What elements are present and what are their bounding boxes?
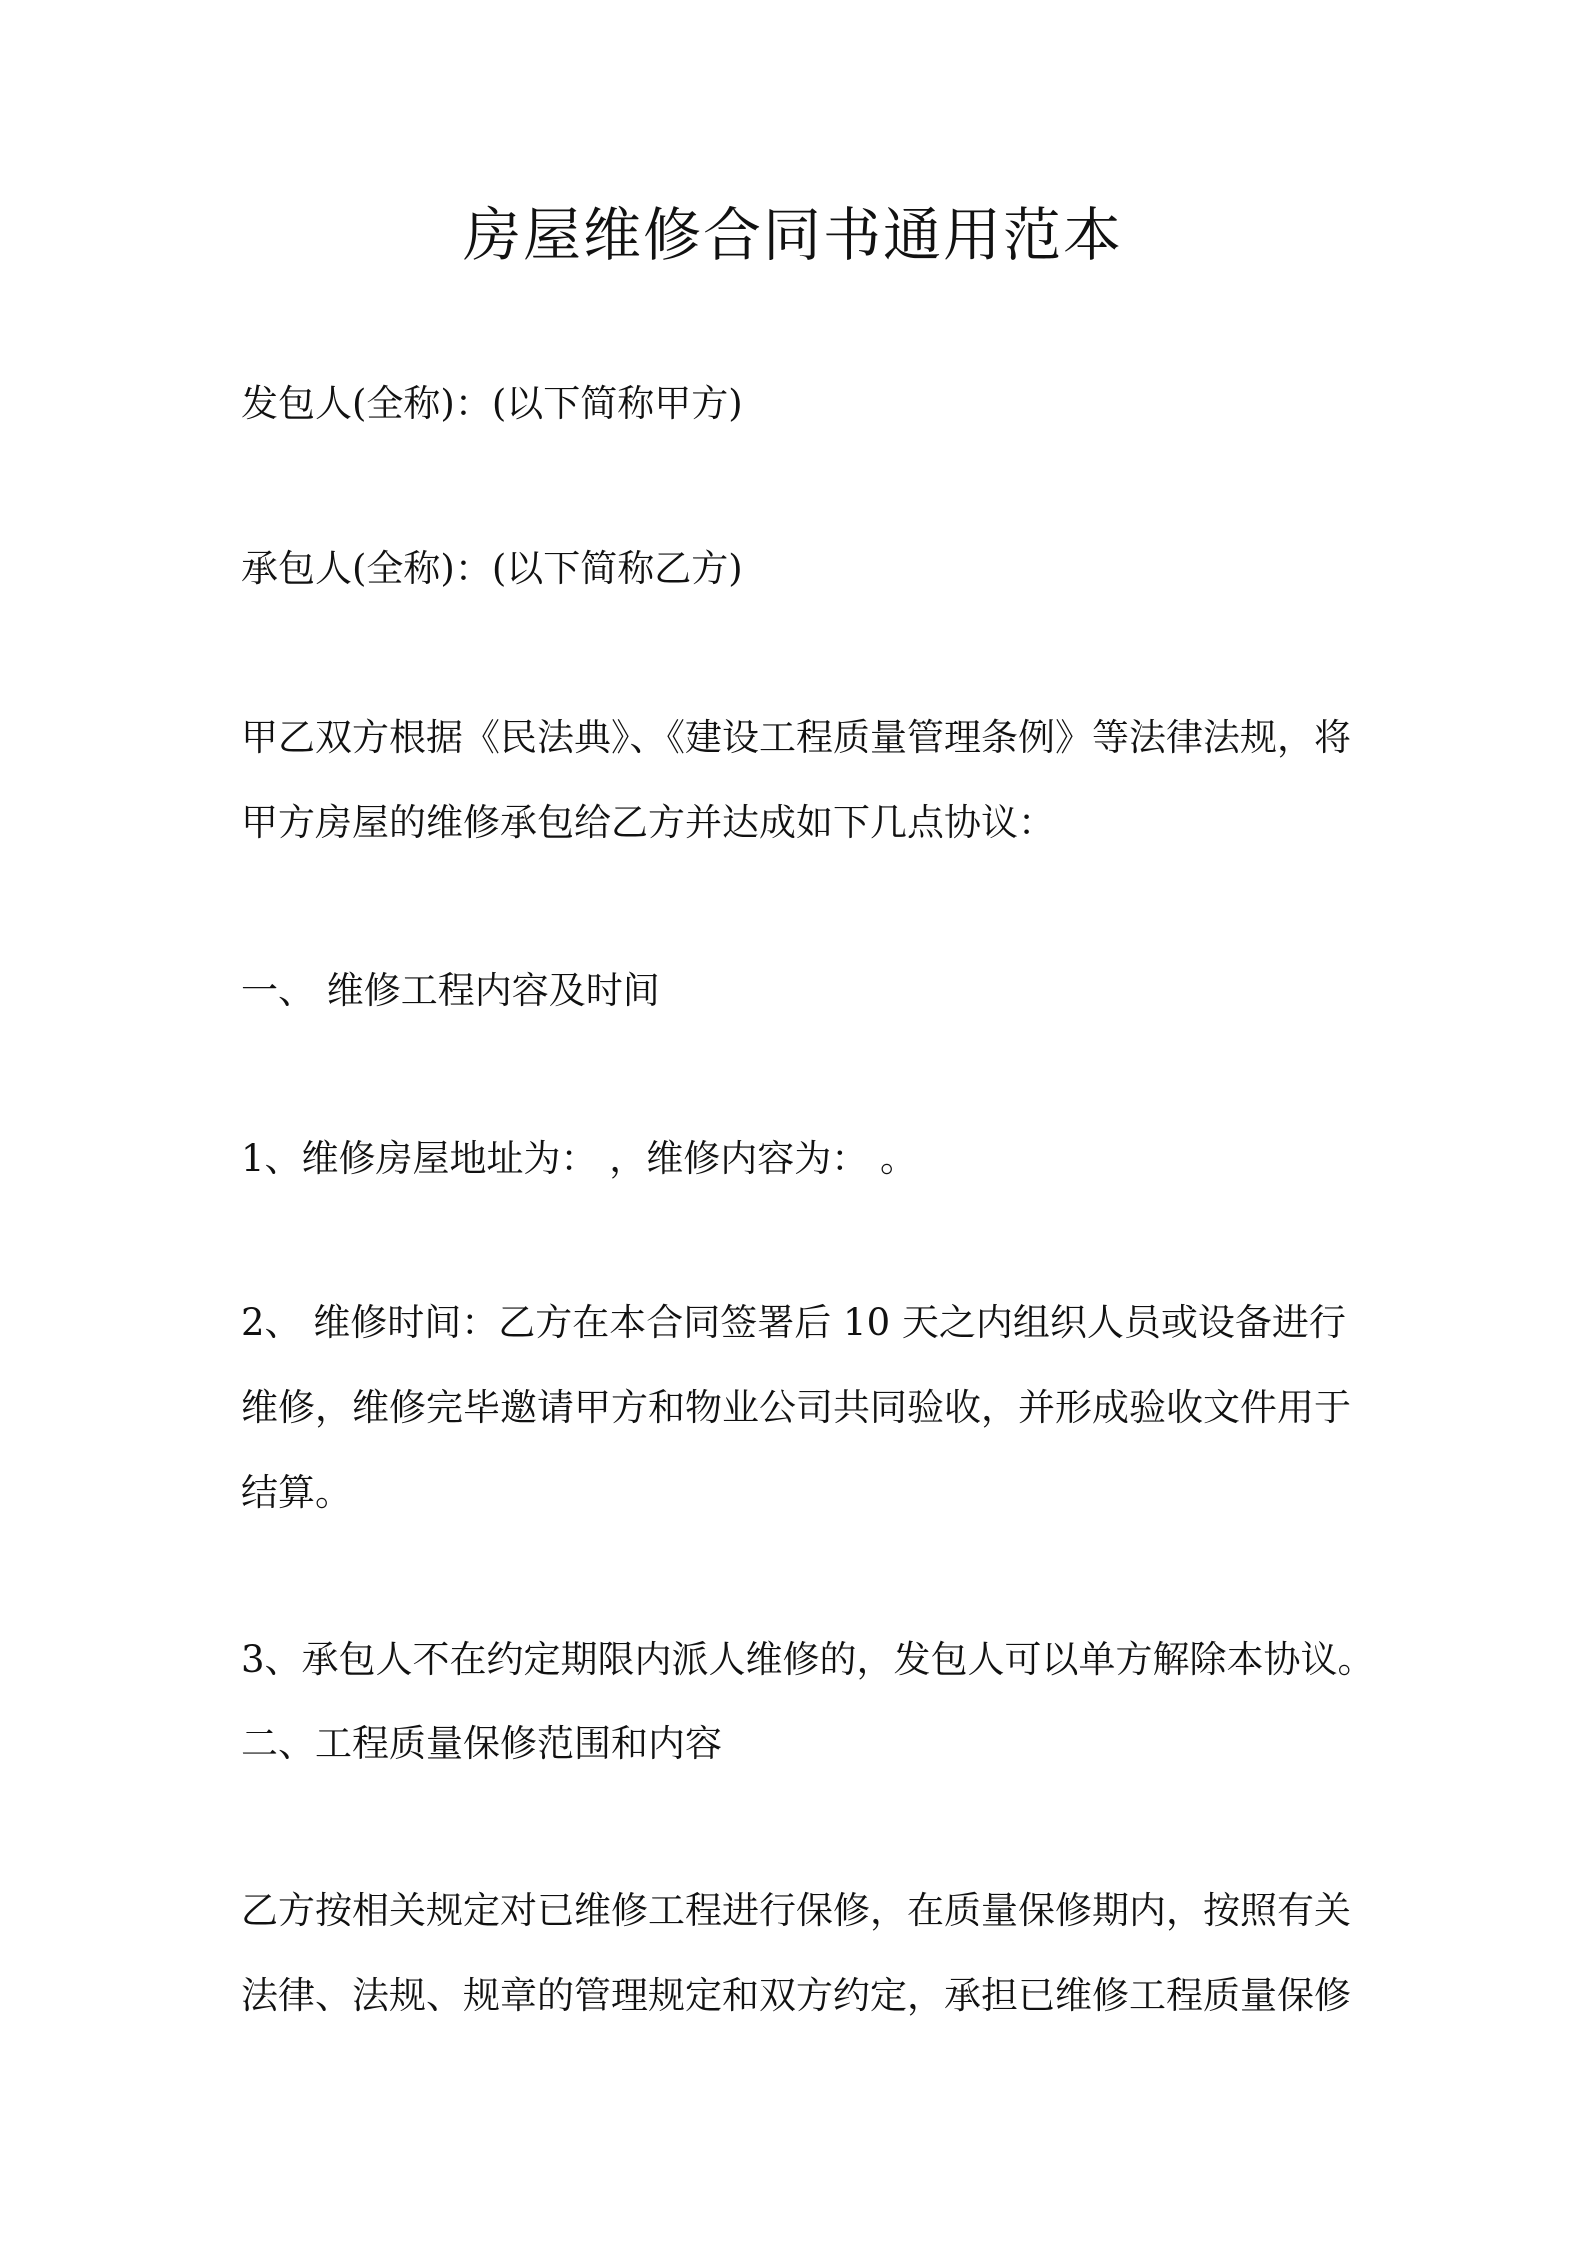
party-a-line: 发包人(全称)：(以下简称甲方) [241,382,743,425]
section-1-item-3: 3、承包人不在约定期限内派人维修的，发包人可以单方解除本协议。 [241,1638,1375,1681]
section-1-item-1: 1、维修房屋地址为： ，维修内容为： 。 [241,1137,918,1180]
section-2-line-2: 法律、法规、规章的管理规定和双方约定，承担已维修工程质量保修 [241,1974,1351,2017]
section-2-body [241,1868,1361,2038]
section-2-heading: 二、工程质量保修范围和内容 [241,1722,722,1765]
intro-paragraph [241,695,1361,865]
section-1-heading: 一、 维修工程内容及时间 [241,969,660,1012]
section-2-line-1: 乙方按相关规定对已维修工程进行保修，在质量保修期内，按照有关 [241,1889,1351,1932]
intro-line-1: 甲乙双方根据《民法典》、《建设工程质量管理条例》等法律法规，将 [241,716,1351,759]
party-b-line: 承包人(全称)：(以下简称乙方) [241,547,743,590]
document-title: 房屋维修合同书通用范本 [462,201,1123,269]
section-1-item-2 [241,1280,1361,1535]
intro-line-2: 甲方房屋的维修承包给乙方并达成如下几点协议： [241,801,1055,844]
item-2-line-2: 维修，维修完毕邀请甲方和物业公司共同验收，并形成验收文件用于 [241,1386,1351,1429]
item-2-line-3: 结算。 [241,1471,352,1514]
item-2-line-1: 2、 维修时间：乙方在本合同签署后 10 天之内组织人员或设备进行 [241,1301,1346,1344]
